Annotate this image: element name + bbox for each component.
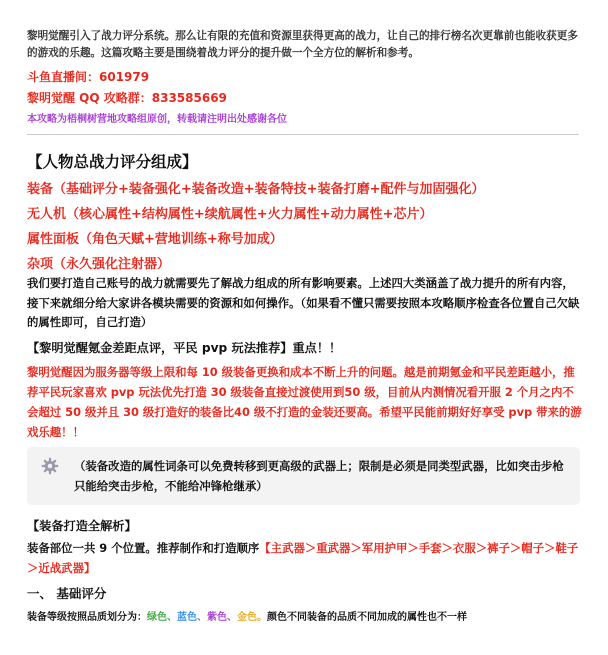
callout-box [27,447,580,505]
intro-paragraph: 黎明觉醒引入了战力评分系统。那么让有限的充值和资源里获得更高的战力，让自己的排行榜名次更靠前也能收获更多的游戏的乐趣。这篇攻略主要是围绕着战力评分的提升做一个全方位的解析和参考。 [27,30,578,59]
gap-paragraph: 黎明觉醒因为服务器等级上限和每 10 级装备更换和成本不断上升的问题。越是前期氪金和平民差距越小，推荐平民玩家喜欢 pvp 玩法优先打造 30 级装备直接过渡使用到50 级，目前从内测情况看开服 2 个月之内不会超过 50 级并且 30 级打造好的装备比40 级不打造的金装还要高。希望平民能前期好好享受 pvp 带来的游戏乐趣！！ [27,365,582,439]
section-title: 【人物总战力评分组成】 [27,153,198,171]
gear-icon [41,457,59,475]
category-misc: 杂项（永久强化注射器） [27,257,171,272]
equip-order-prefix: 装备部位一共 9 个位置。推荐制作和打造顺序 [27,541,260,555]
original-note: 本攻略为梧桐树营地攻略组原创，转载请注明出处感谢各位 [27,114,287,125]
grade-gold: 金色。 [237,612,267,623]
basic-heading: 一、 基础评分 [27,586,107,601]
grade-blue: 蓝色、 [177,612,207,623]
explain-paragraph: 我们要打造自己账号的战力就需要先了解战力组成的所有影响要素。上述四大类涵盖了战力提升的所有内容，接下来就细分给大家讲各模块需要的资源和如何操作。（如果看不懂只需要按照本攻略顺序检查各位置自己欠缺的属性即可，自己打造） [27,276,580,329]
grade-purple: 紫色、 [207,612,237,623]
equip-title: 【装备打造全解析】 [27,519,137,533]
divider [27,134,579,135]
gap-title: 【黎明觉醒氪金差距点评，平民 pvp 玩法推荐】重点！！ [27,341,342,355]
douyu-room: 斗鱼直播间：601979 [27,70,150,84]
equip-order-sequence: 【主武器＞重武器＞军用护甲＞手套＞衣服＞裤子＞帽子＞鞋子＞近战武器】 [27,541,579,575]
qq-group: 黎明觉醒 QQ 攻略群：833585669 [27,91,227,105]
grade-suffix: 颜色不同装备的品质不同加成的属性也不一样 [267,612,467,623]
grade-prefix: 装备等级按照品质划分为： [27,612,147,623]
category-equipment: 装备（基础评分+装备强化+装备改造+装备特技+装备打磨+配件与加固强化） [27,182,485,197]
category-drone: 无人机（核心属性+结构属性+续航属性+火力属性+动力属性+芯片） [27,207,433,222]
equip-order [27,538,583,578]
category-attribute-panel: 属性面板（角色天赋+营地训练+称号加成） [27,232,283,247]
grade-green: 绿色、 [147,612,177,623]
grade-line [27,608,467,623]
callout-text: （装备改造的属性词条可以免费转移到更高级的武器上；限制是必须是同类型武器，比如突击步枪只能给突击步枪，不能给冲锋枪继承） [74,459,564,493]
